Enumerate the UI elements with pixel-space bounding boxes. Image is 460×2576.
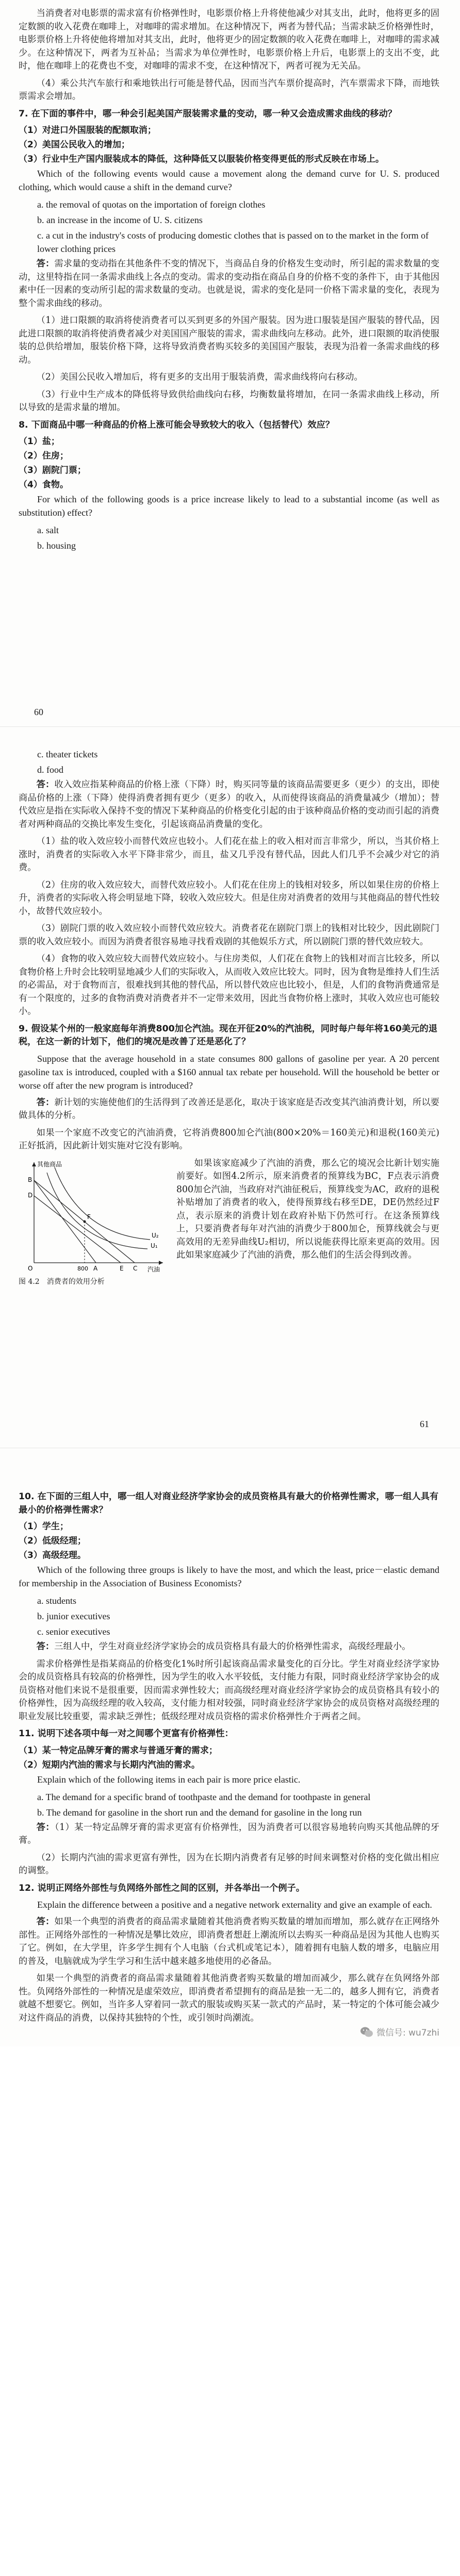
q7-answer-paragraph: （2）美国公民收入增加后，将有更多的支出用于服装消费，需求曲线将向右移动。 (36, 372, 363, 382)
y-axis-arrow (32, 1162, 36, 1166)
label-u1: U₁ (151, 1242, 158, 1249)
utility-diagram (19, 1157, 168, 1276)
q10-answer-paragraph: 需求价格弹性是指某商品的价格变化1%时所引起该商品需求量变化的百分比。学生对商业经济学家协会的成员资格具有较高的价格弹性，因为学生的收入水平较低，支付能力有限，同时商业经济学家协会的成员资格对他们来说不是很重要，因而需求弹性较大；而高级经理对商业经济学家协会的成员资格具有较小的价格弹性，因为高级经理的收入较高，支付能力相对较强，同时商业经济学家协会的成员资格对高级经理的职业发展比较重要，需求缺乏弹性；低级经理对成员资格的需求价格弹性介于两者之间。 (19, 1658, 439, 1722)
label-u2: U₂ (152, 1231, 159, 1239)
q12-english-question: Explain the difference between a positive and a negative network externality and give an example of each. (37, 1900, 432, 1910)
q9-figure-explanation: 如果该家庭减少了汽油的消费，那么它的境况会比新计划实施前要好。如图4.2所示，原来消费者的预算线为BC，F点表示消费800加仑汽油，当政府对汽油征税后，预算线变为AC，政府的退税补贴增加了消费者的收入，使得预算线右移至DE，DE仍然经过F点，表示原来的消费计划在政府补贴下仍然可行。在这条预算线上，只要消费者每年对汽油的消费少于800加仑，预算线就会与更高效用的无差异曲线U₂相切，所以说能获得比原来更高的效用。因此如果家庭减少了汽油的消费，那么他们的生活会得到改善。 (176, 1158, 439, 1260)
y-axis-label: 其他商品 (37, 1160, 62, 1168)
q7-english-question: Which of the following events would cause a movement along the demand curve for U. S. produced clothing, which would cause a shift in the demand curve? (19, 168, 439, 192)
label-800: 800 (77, 1265, 88, 1272)
answer-text: 收入效应指某种商品的价格上涨（下降）时，购买同等量的该商品需要更多（更少）的支出，即使商品价格的上涨（下降）使得消费者拥有更少（更多）的收入，从而使得该商品的消费量减少（增加）；替代效应是指在实际收入保持不变的情况下某种商品的价格变化引起的由于该种商品价格的变动而引起的消费者对两种商品的交换比率发生变化，引起该商品消费量的变化。 (19, 779, 439, 829)
figure-4-2 (19, 1157, 168, 1287)
figure-caption: 图 4.2 消费者的效用分析 (19, 1277, 105, 1286)
label-D: D (28, 1191, 33, 1199)
q7-answer (19, 258, 439, 310)
watermark-text: 微信号: wu7zhi (376, 2028, 439, 2038)
q10-english-question: Which of the following three groups is likely to have the most, and which the least, price－elastic demand for membership in the Association of Business Economists? (19, 1565, 439, 1588)
page-number: 61 (420, 1419, 429, 1429)
q10-cn-option: （3）高级经理。 (19, 1550, 86, 1561)
wechat-icon (360, 2026, 373, 2038)
q8-answer (19, 778, 439, 831)
answer-label: 答： (36, 259, 55, 269)
label-B: B (28, 1176, 32, 1183)
q8-en-option: b. housing (37, 540, 76, 551)
q7-cn-option: （1）对进口外国服装的配额取消； (19, 125, 156, 135)
q8-answer-paragraph: （4）食物的收入效应较大而替代效应较小。与住房类似，人们花在食物上的钱相对而言比较多，所以食物价格上升时会比较明显地减少人们的实际收入，从而收入效应比较大。同时，因为食物是维持人们生活的必需品，对于食物而言，很难找到其他的替代品，所以替代效应也比较小，但是，人们的食物消费通常是有一个限度的，过多的食物消费对消费者并不一定带来效用，因此当食物价格上涨时，其收入效应也可能较小。 (19, 954, 439, 1016)
q12-answer (19, 1916, 439, 1968)
point-F (84, 1220, 86, 1223)
q8-english-question: For which of the following goods is a price increase likely to lead to a substantial income (as well as substitution) effect? (19, 494, 439, 518)
q8-cn-option: （1）盐； (19, 436, 60, 447)
q7-en-option: c. a cut in the industry's costs of producing domestic clothes that is passed on to the market in the form of lower clothing prices (37, 230, 429, 254)
wechat-watermark (360, 2025, 439, 2038)
q8-cn-option: （2）住房； (19, 451, 69, 461)
question-9-title: 9. 假设某个州的一般家庭每年消费800加仑汽油。现在开征20%的汽油税，同时每户每年将160美元的退税，在这一新的计划下，他们的境况是改善了还是恶化了？ (19, 1023, 438, 1047)
label-C: C (133, 1264, 138, 1272)
answer-text: 需求量的变动指在其他条件不变的情况下，当商品自身的价格发生变动时，所引起的需求数量的变动，这里特指在同一条需求曲线上各点的变动。需求的变动指在商品自身的价格不变的条件下，由于其他因素中任一因素的变动所引起的需求数量的变动。也就是说，需求的变化是同一价格下需求量的变化，表现为整个需求曲线的移动。 (19, 259, 439, 309)
q8-cn-option: （3）剧院门票； (19, 465, 86, 476)
q11-cn-option: （2）短期内汽油的需求与长期内汽油的需求。 (19, 1759, 200, 1770)
answer-label: 答： (36, 1641, 55, 1652)
figure-row (19, 1157, 439, 1287)
question-12-title: 12. 说明正网络外部性与负网络外部性之间的区别，并各举出一个例子。 (19, 1883, 305, 1893)
q7-en-option: a. the removal of quotas on the importation of foreign clothes (37, 199, 266, 210)
label-E: E (120, 1264, 124, 1272)
q7-answer-paragraph: （1）进口限额的取消将使消费者可以买到更多的外国产服装。因为进口服装是国产服装的替代品，因此进口限额的取消将使消费者减少对美国国产服装的需求，需求曲线向左移动。此外，进口限额的取消使服装的总供给增加，服装价格下降，这将导致消费者购买较多的美国国产服装，表现为沿着一条需求曲线的移动。 (19, 315, 439, 365)
question-8-title: 8. 下面商品中哪一种商品的价格上涨可能会导致较大的收入（包括替代）效应？ (19, 419, 335, 430)
answer-text: 新计划的实施使他们的生活得到了改善还是恶化，取决于该家庭是否改变其汽油消费计划，所以要做具体的分析。 (19, 1097, 439, 1121)
q11-en-option: b. The demand for gasoline in the short run and the demand for gasoline in the long run (37, 1807, 362, 1818)
answer-label: 答： (36, 1917, 55, 1927)
q11-english-question: Explain which of the following items in each pair is more price elastic. (37, 1774, 301, 1785)
q8-en-option: d. food (37, 765, 63, 775)
page-61 (0, 726, 460, 1448)
q10-cn-option: （1）学生； (19, 1521, 69, 1532)
question-7-title: 7. 在下面的事件中，哪一种会引起美国产服装需求量的变动，哪一种又会造成需求曲线的移动？ (19, 108, 397, 119)
q11-cn-option: （1）某一特定品牌牙膏的需求与普通牙膏的需求； (19, 1745, 218, 1756)
q10-en-option: c. senior executives (37, 1626, 110, 1637)
q9-answer-paragraph: 如果一个家庭不改变它的汽油消费，它将消费800加仑汽油(800×20%＝160美元)和退税(160美元)正好抵消，因此新计划实施对它没有影响。 (19, 1127, 439, 1151)
q8-answer-paragraph: （2）住房的收入效应较大，而替代效应较小。人们花在住房上的钱相对较多，所以如果住房的价格上升，消费者的实际收入将会明显地下降，较收入效应较大。但是住房对消费者的效用与其他商品的替代性较小，故替代效应较小。 (19, 879, 439, 917)
x-axis-arrow (159, 1261, 163, 1265)
q7-en-option: b. an increase in the income of U. S. citizens (37, 215, 203, 225)
paragraph: 当消费者对电影票的需求富有价格弹性时，电影票价格上升将使他减少对其支出，此时，他将更多的固定数额的收入花费在咖啡上，对咖啡的需求增加。在这种情况下，两者为替代品；当需求缺乏价格弹性时，电影票价格上升将使他将增加对其支出，此时，他将更少的固定数额的收入花费在咖啡上，对咖啡的需求减少。在这种情况下，两者为互补品；当需求为单位弹性时，电影票价格上升后，电影票上的支出不变，此时，他在咖啡上的花费也不变，对咖啡的需求不变，在这种情况下，两者可视为无关品。 (19, 8, 439, 71)
q7-answer-paragraph: （3）行业中生产成本的降低将导致供给曲线向右移，均衡数量将增加，在同一条需求曲线上移动，所以导致的是需求量的增加。 (19, 389, 439, 413)
answer-text: 如果一个典型的消费者的商品需求量随着其他消费者购买数量的增加而增加，那么就存在正网络外部性。正网络外部性的一种情况是攀比效应，即消费者想赶上潮流所以去购买一种商品是因为其他人也购买了它。例如，在大学里，许多学生拥有个人电脑（台式机或笔记本），随着拥有电脑人数的增多，电脑应用的普及，电脑就成为学生学习和生活中越来越多地使用的必备品。 (19, 1917, 439, 1967)
page-number: 60 (34, 707, 43, 717)
q11-en-option: a. The demand for a specific brand of toothpaste and the demand for toothpaste in general (37, 1791, 371, 1802)
q8-en-option: a. salt (37, 525, 59, 535)
answer-label: 答： (36, 1097, 55, 1108)
q11-answer (19, 1821, 439, 1848)
answer-text: 三组人中，学生对商业经济学家协会的成员资格具有最大的价格弹性需求，高级经理最小。 (54, 1641, 411, 1652)
q11-answer-paragraph: （2）长期内汽油的需求更富有弹性，因为在长期内消费者有足够的时间来调整对价格的变化做出相应的调整。 (19, 1852, 439, 1876)
answer-label: 答： (36, 779, 55, 790)
paragraph: （4）乘公共汽车旅行和乘地铁出行可能是替代品，因而当汽车票价提高时，汽车票需求下降，而地铁票需求会增加。 (19, 78, 439, 101)
q10-cn-option: （2）低级经理； (19, 1536, 86, 1546)
indifference-curve-u2 (55, 1167, 150, 1240)
question-10-title: 10. 在下面的三组人中，哪一组人对商业经济学家协会的成员资格具有最大的价格弹性需求，哪一组人具有最小的价格弹性需求？ (19, 1492, 439, 1515)
page-62 (0, 1448, 460, 2046)
q9-english-question: Suppose that the average household in a state consumes 800 gallons of gasoline per year. A 20 percent gasoline tax is introduced, coupled with a $160 annual tax rebate per household. Will the household be better or worse off after the new program is introduced? (19, 1053, 439, 1091)
q10-en-option: a. students (37, 1596, 76, 1606)
question-11-title: 11. 说明下述各项中每一对之间哪个更富有价格弹性： (19, 1728, 234, 1739)
q12-answer-paragraph: 如果一个典型的消费者的商品需求量随着其他消费者购买数量的增加而减少，那么就存在负网络外部性。负网络外部性的一种情况是虚荣效应，即消费者希望拥有的商品是独一无二的，越多人拥有它，消费者就越不想要它。例如，当许多人穿着同一款式的服装或购买某一款式的产品时，某一特定的个体可能会减少对这件商品的消费，以保持其独特的个性，或引领时尚潮流。 (19, 1973, 439, 2023)
label-origin: O (28, 1264, 33, 1272)
label-A: A (93, 1264, 98, 1272)
answer-text: （1）某一特定品牌牙膏的需求更富有价格弹性，因为消费者可以很容易地转向购买其他品牌的牙膏。 (19, 1822, 439, 1845)
budget-line-AC (34, 1180, 96, 1263)
q10-en-option: b. junior executives (37, 1611, 110, 1621)
q8-answer-paragraph: （3）剧院门票的收入效应较小而替代效应较大。消费者花在剧院门票上的钱相对比较少，因此剧院门票的收入效应较小。而因为消费者很容易地寻找看戏剧的其他娱乐方式，所以剧院门票的替代效应较大。 (19, 923, 439, 947)
q10-answer (19, 1640, 439, 1654)
x-axis-label: 汽油 (147, 1265, 160, 1273)
q7-cn-option: （2）美国公民收入的增加； (19, 140, 130, 150)
q8-en-option: c. theater tickets (37, 749, 98, 759)
page-60 (0, 0, 460, 726)
q8-cn-option: （4）食物。 (19, 480, 69, 490)
q9-answer (19, 1096, 439, 1123)
q8-answer-paragraph: （1）盐的收入效应较小而替代效应也较小。人们花在盐上的收入相对而言非常少，所以，当其价格上涨时，消费者的实际收入水平下降非常少，而且，盐又几乎没有替代品，因此人们几乎不会减少对它的消费。 (19, 836, 439, 873)
label-F: F (87, 1213, 91, 1221)
answer-label: 答： (36, 1822, 55, 1833)
q7-cn-option: （3）行业中生产国内服装成本的降低，这种降低又以服装价格变得更低的形式反映在市场上。 (19, 154, 384, 164)
